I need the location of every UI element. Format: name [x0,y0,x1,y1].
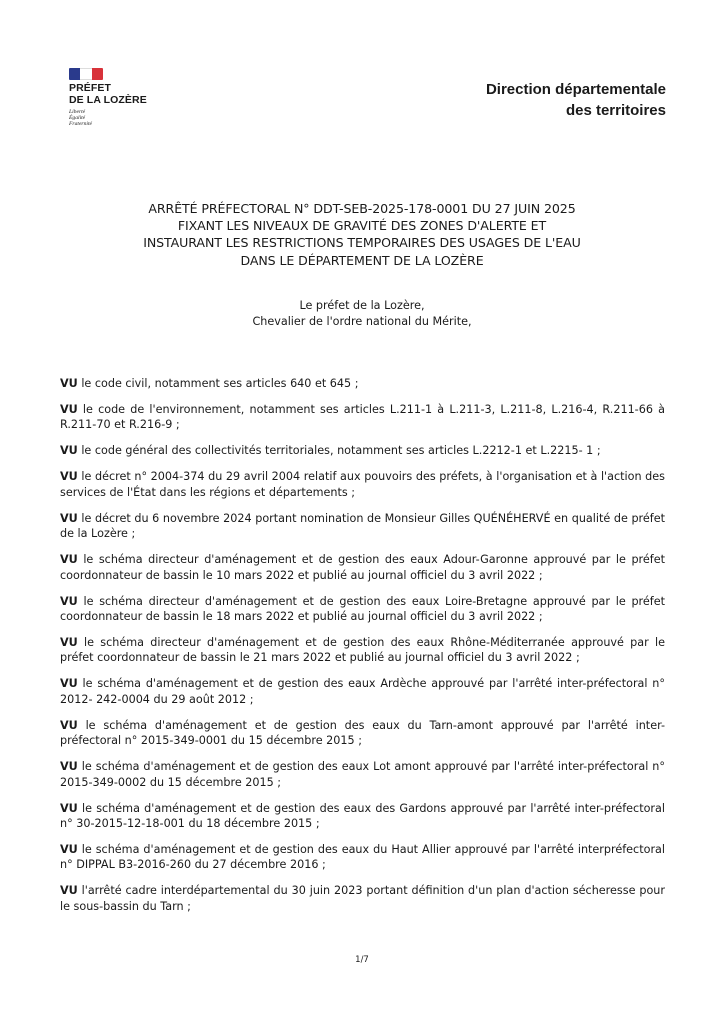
vu-label: VU [60,843,78,857]
motto-fraternite: Fraternité [69,121,92,128]
vu-text: le schéma d'aménagement et de gestion des eaux Lot amont approuvé par l'arrêté inter-préfectoral n° 2015-349-0002 du 15 décembre 2015 ; [60,760,665,789]
vu-label: VU [60,403,78,416]
vu-item [60,718,665,749]
logo-name-line1: PRÉFET [69,82,112,94]
vu-item [60,801,665,832]
vu-text: le schéma d'aménagement et de gestion des eaux des Gardons approuvé par l'arrêté inter-préfectoral n° 30-2015-12-18-001 du 18 décembre 2015 ; [60,801,665,831]
vu-item [60,676,665,707]
vu-label: VU [60,760,78,774]
issuing-direction [486,79,666,121]
republic-motto [69,109,189,128]
vu-item [60,883,665,914]
vu-item [60,635,665,666]
vu-item [60,759,665,790]
vu-label: VU [60,470,78,484]
vu-label: VU [60,677,78,691]
prefet-heading [60,298,664,329]
vu-label: VU [60,511,78,525]
vu-text: le schéma d'aménagement et de gestion des eaux du Haut Allier approuvé par l'arrêté interpréfectoral n° DIPPAL B3-2016-260 du 27 décembre 2016 ; [60,843,666,872]
vu-item [60,376,665,391]
motto-egalite: Égalité [69,115,86,122]
vu-item [60,552,665,583]
vu-label: VU [60,636,78,650]
logo-name-line2: DE LA LOZÈRE [69,93,147,106]
vu-text: le décret du 6 novembre 2024 portant nomination de Monsieur Gilles QUÉNÉHERVÉ en qualité de préfet de la Lozère ; [60,511,665,541]
vu-text: le schéma d'aménagement et de gestion des eaux Ardèche approuvé par l'arrêté inter-préfectoral n° 2012- 242-0004 du 29 août 2012 ; [60,677,665,706]
vu-item [60,842,665,873]
page-number: 1/7 [355,955,369,965]
vu-label: VU [60,444,78,458]
vu-list [60,376,665,925]
title-line: INSTAURANT LES RESTRICTIONS TEMPORAIRES DES USAGES DE L'EAU [143,235,581,251]
vu-text: le schéma d'aménagement et de gestion des eaux du Tarn-amont approuvé par l'arrêté inter-préfectoral n° 2015-349-0001 du 15 décembre 2015 ; [60,718,665,748]
vu-item [60,511,665,542]
vu-text: l'arrêté cadre interdépartemental du 30 juin 2023 portant définition d'un plan d'action sécheresse pour le sous-bassin du Tarn ; [60,884,665,913]
vu-text: le schéma directeur d'aménagement et de gestion des eaux Adour-Garonne approuvé par le préfet coordonnateur de bassin le 10 mars 2022 et publié au journal officiel du 3 avril 2022 ; [60,553,665,582]
vu-label: VU [60,801,78,815]
vu-text: le code général des collectivités territoriales, notamment ses articles L.2212-1 et L.2215- 1 ; [81,444,601,458]
vu-item [60,402,665,433]
vu-label: VU [60,594,78,608]
marianne-flag-icon [69,68,103,80]
prefet-line: Le préfet de la Lozère, [299,299,425,312]
vu-item [60,443,665,458]
title-line: DANS LE DÉPARTEMENT DE LA LOZÈRE [240,252,484,268]
vu-label: VU [60,884,78,898]
vu-item [60,469,665,500]
prefecture-logo [69,68,189,128]
vu-label: VU [60,718,78,732]
title-line: ARRÊTÉ PRÉFECTORAL N° DDT-SEB-2025-178-0001 DU 27 JUIN 2025 [148,201,576,216]
vu-label: VU [60,377,78,390]
prefet-line: Chevalier de l'ordre national du Mérite, [252,314,472,328]
vu-item [60,594,665,625]
direction-line2: des territoires [565,102,666,119]
vu-text: le schéma directeur d'aménagement et de gestion des eaux Loire-Bretagne approuvé par le préfet coordonnateur de bassin le 18 mars 2022 et publié au journal officiel du 3 avril 2022 ; [60,594,665,624]
motto-liberte: Liberté [69,109,86,115]
vu-text: le code civil, notamment ses articles 640 et 645 ; [81,377,359,390]
vu-text: le décret n° 2004-374 du 29 avril 2004 relatif aux pouvoirs des préfets, à l'organisation et à l'action des services de l'État dans les régions et départements ; [60,470,665,499]
vu-text: le code de l'environnement, notamment ses articles L.211-1 à L.211-3, L.211-8, L.216-4, R.211-66 à R.211-70 et R.216-9 ; [60,403,665,432]
vu-text: le schéma directeur d'aménagement et de gestion des eaux Rhône-Méditerranée approuvé par le préfet coordonnateur de bassin le 21 mars 2022 et publié au journal officiel du 3 avril 2022 ; [60,636,665,665]
vu-label: VU [60,553,78,567]
decree-title [60,200,664,269]
title-line: FIXANT LES NIVEAUX DE GRAVITÉ DES ZONES D'ALERTE ET [177,218,547,234]
direction-line1: Direction départementale [485,81,666,98]
